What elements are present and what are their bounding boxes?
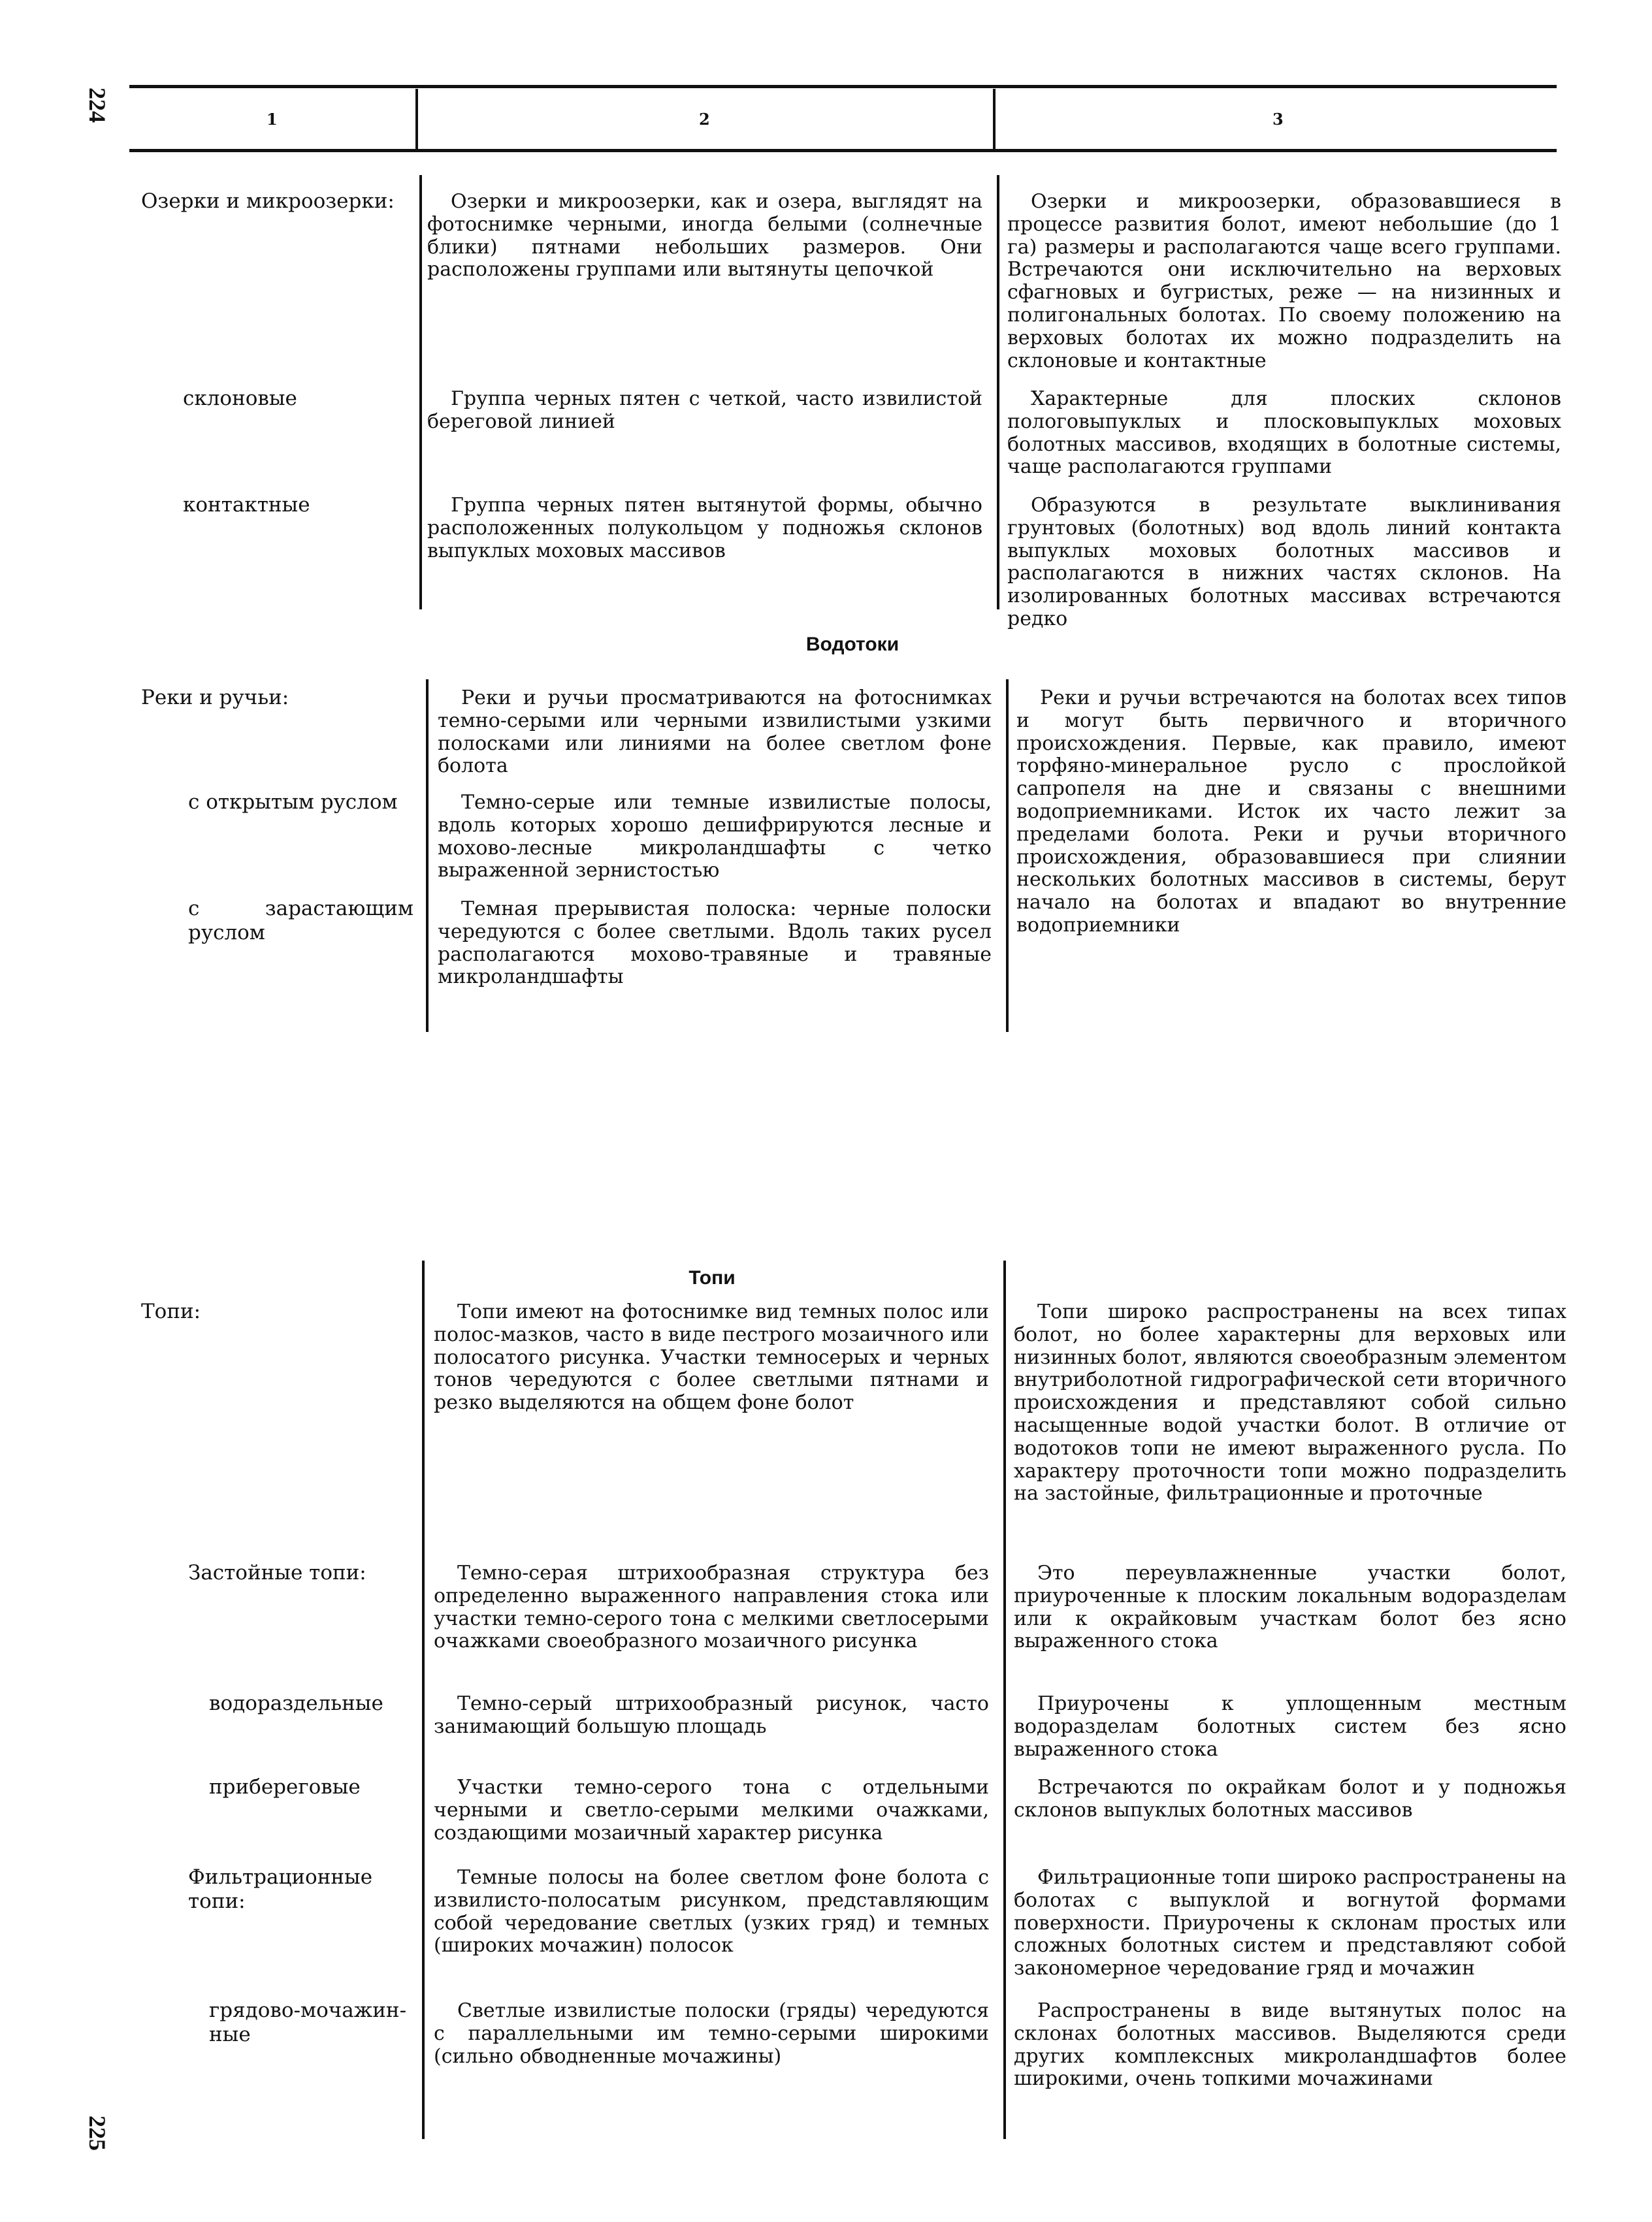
label-gryadovo-mochazhinnye: грядово-мочажин- ные: [209, 1999, 407, 2046]
label-kontaktnye: контактные: [183, 493, 310, 517]
topi-divider-2: [1003, 1261, 1006, 2139]
filtratsionnye-description: Темные полосы на более светлом фоне болота с извилисто-полосатым рисунком, представляющим собой чередование светлых (узких гряд) и темных (широких мочажин) полосок: [434, 1866, 989, 1957]
label-ozerki: Озерки и микроозерки:: [141, 189, 395, 213]
column-header-1: 1: [267, 110, 278, 129]
zastoynye-description: Темно-серая штрихообразная структура без определенно выраженного направления стока или участки темно-серого тона с мелкими светлосерыми очажками своеобразного мозаичного рисунка: [434, 1562, 989, 1653]
ozerki-divider-2: [997, 175, 999, 609]
vodorazdelnye-description: Темно-серый штрихообразный рисунок, часто занимающий большую площадь: [434, 1692, 989, 1738]
label-pribregovye: прибереговые: [209, 1775, 361, 1799]
label-topi: Топи:: [141, 1300, 201, 1323]
header-bottom-rule: [129, 149, 1557, 152]
label-s-otkrytym-ruslom: с открытым руслом: [188, 790, 398, 814]
pribregovye-description: Участки темно-серого тона с отдельными черными и светло-серыми мелкими очажками, создающими мозаичный характер рисунка: [434, 1776, 989, 1844]
topi-divider-1: [422, 1261, 425, 2139]
sklonovye-notes: Характерные для плоских склонов пологовыпуклых и плосковыпуклых моховых болотных массивов, входящих в болотные системы, чаще располагаются группами: [1007, 387, 1561, 479]
kontaktnye-description: Группа черных пятен вытянутой формы, обычно расположенных полукольцом у подножья склонов выпуклых моховых массивов: [427, 494, 982, 562]
column-header-2: 2: [699, 110, 710, 129]
zarastayushchim-ruslom-description: Темная прерывистая полоска: черные полоски чередуются с более светлыми. Вдоль таких русел располагаются мохово-травяные и травяные микроландшафты: [438, 897, 992, 989]
ozerki-description: Озерки и микроозерки, как и озера, выглядят на фотоснимке черными, иногда белыми (солнечные блики) пятнами небольших размеров. Они расположены группами или вытянуты цепочкой: [427, 190, 982, 282]
header-divider-1: [415, 89, 418, 151]
label-reki-i-ruchi: Реки и ручьи:: [141, 686, 289, 709]
table-top-rule: [129, 85, 1557, 88]
label-s-zarastayushchim-ruslom: с зарастающим руслом: [188, 897, 413, 944]
label-zastoynye-topi: Застойные топи:: [188, 1561, 366, 1585]
sklonovye-description: Группа черных пятен с четкой, часто извилистой береговой линией: [427, 387, 982, 433]
ozerki-notes: Озерки и микроозерки, образовавшиеся в процессе развития болот, имеют небольшие (до 1 га) размеры и располагаются чаще всего группами. Встречаются они исключительно на верховых сфагновых и бугристых, реже — на низинных и полигональных болотах. По своему положению на верховых болотах их можно подразделить на склоновые и контактные: [1007, 190, 1561, 372]
ozerki-divider-1: [419, 175, 422, 609]
label-filtratsionnye-topi: Фильтрационные топи:: [188, 1865, 373, 1913]
page-number-bottom: 225: [84, 2116, 110, 2151]
label-sklonovye: склоновые: [183, 387, 297, 410]
otkrytym-ruslom-description: Темно-серые или темные извилистые полосы, вдоль которых хорошо дешифрируются лесные и мохово-лесные микроландшафты с четко выраженной зернистостью: [438, 791, 992, 882]
kontaktnye-notes: Образуются в результате выклинивания грунтовых (болотных) вод вдоль линий контакта выпуклых моховых болотных массивов и располагаются в нижних частях склонов. На изолированных болотных массивах встречаются редко: [1007, 494, 1561, 630]
topi-notes: Топи широко распространены на всех типах болот, но более характерны для верховых или низинных болот, являются своеобразным элементом внутриболотной гидрографической сети вторичного происхождения и представляют собой сильно насыщенные водой участки болот. В отличие от водотоков топи не имеют выраженного русла. По характеру проточности топи можно подразделить на застойные, фильтрационные и проточные: [1014, 1300, 1566, 1505]
label-vodorazdelnye: водораздельные: [209, 1692, 383, 1715]
gryadovo-mochazhinnye-notes: Распространены в виде вытянутых полос на склонах болотных массивов. Выделяются среди других комплексных микроландшафтов более широкими, очень топкими мочажинами: [1014, 1999, 1566, 2091]
vodotoki-divider-1: [426, 679, 429, 1032]
heading-topi: Топи: [688, 1267, 736, 1289]
filtratsionnye-notes: Фильтрационные топи широко распространены на болотах с выпуклой и вогнутой формами поверхности. Приурочены к склонам простых или сложных болотных систем и представляют собой закономерное чередование гряд и мочажин: [1014, 1866, 1566, 1980]
column-header-3: 3: [1272, 110, 1284, 129]
header-divider-2: [993, 89, 996, 151]
zastoynye-notes: Это переувлажненные участки болот, приуроченные к плоским локальным водоразделам или к окрайковым участкам болот без ясно выраженного стока: [1014, 1562, 1566, 1653]
topi-description: Топи имеют на фотоснимке вид темных полос или полос-мазков, часто в виде пестрого мозаичного или полосатого рисунка. Участки темносерых и черных тонов чередуются с более светлыми пятнами и резко выделяются на общем фоне болот: [434, 1300, 989, 1415]
heading-vodotoki: Водотоки: [805, 634, 899, 655]
gryadovo-mochazhinnye-description: Светлые извилистые полоски (гряды) чередуются с параллельными им темно-серыми широкими (сильно обводненные мочажины): [434, 1999, 989, 2068]
reki-notes: Реки и ручьи встречаются на болотах всех типов и могут быть первичного и вторичного происхождения. Первые, как правило, имеют торфяно-минеральное русло с прослойкой сапропеля на дне и связаны с внешними водоприемниками. Исток их часто лежит за пределами болота. Реки и ручьи вторичного происхождения, образовавшиеся при слиянии нескольких болотных массивов в системы, берут начало на болотах и впадают во внутренние водоприемники: [1016, 686, 1566, 937]
vodorazdelnye-notes: Приурочены к уплощенным местным водоразделам болотных систем без ясно выраженного стока: [1014, 1692, 1566, 1761]
pribregovye-notes: Встречаются по окрайкам болот и у подножья склонов выпуклых болотных массивов: [1014, 1776, 1566, 1822]
reki-description: Реки и ручьи просматриваются на фотоснимках темно-серыми или черными извилистыми узкими полосками или линиями на более светлом фоне болота: [438, 686, 992, 778]
vodotoki-divider-2: [1006, 679, 1009, 1032]
page-number-top: 224: [84, 88, 110, 123]
